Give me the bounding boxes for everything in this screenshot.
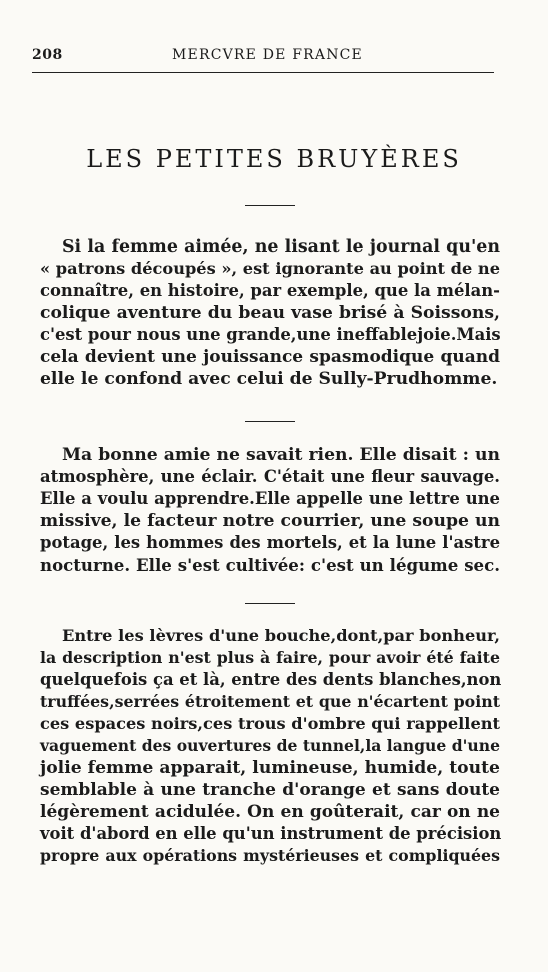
page-number: 208: [32, 47, 63, 63]
text-line: Entre les lèvres d'une bouche,dont,par bonheur,: [62, 626, 500, 645]
text-line: atmosphère, une éclair. C'était une fleur sauvage.: [40, 467, 500, 486]
article-title: LES PETITES BRUYÈRES: [86, 145, 462, 173]
paragraph-3: [40, 625, 500, 867]
text-line: la description n'est plus à faire, pour avoir été faite: [40, 648, 500, 667]
paragraph-1: [40, 236, 500, 390]
text-line: jolie femme apparait, lumineuse, humide, toute: [40, 758, 500, 778]
section-separator: [245, 421, 295, 422]
text-line: colique aventure du beau vase brisé à Soissons,: [40, 303, 500, 323]
text-line: cela devient une jouissance spasmodique quand: [40, 347, 500, 367]
text-line: truffées,serrées étroitement et que n'écartent point: [40, 692, 500, 711]
text-line: Elle a voulu apprendre.Elle appelle une lettre une: [40, 489, 500, 508]
text-line: nocturne. Elle s'est cultivée: c'est un légume sec.: [40, 555, 500, 575]
text-line: Si la femme aimée, ne lisant le journal qu'en: [62, 237, 500, 257]
header-rule: [32, 72, 494, 73]
text-line: c'est pour nous une grande,une ineffablejoie.Mais: [40, 325, 501, 344]
section-separator: [245, 603, 295, 604]
text-line: connaître, en histoire, par exemple, que la mélan-: [40, 281, 500, 300]
page-header: [32, 47, 502, 69]
section-separator: [245, 205, 295, 206]
text-line: elle le confond avec celui de Sully-Prudhomme.: [40, 369, 498, 389]
text-line: légèrement acidulée. On en goûterait, car on ne: [40, 802, 500, 822]
text-line: quelquefois ça et là, entre des dents blanches,non: [40, 670, 502, 689]
text-line: potage, les hommes des mortels, et la lune l'astre: [40, 533, 500, 552]
text-line: « patrons découpés », est ignorante au point de ne: [40, 259, 500, 278]
text-line: voit d'abord en elle qu'un instrument de précision: [40, 824, 502, 843]
running-head: MERCVRE DE FRANCE: [172, 47, 363, 63]
text-line: semblable à une tranche d'orange et sans doute: [40, 780, 500, 800]
text-line: Ma bonne amie ne savait rien. Elle disait : un: [62, 445, 500, 465]
text-line: propre aux opérations mystérieuses et compliquées: [40, 846, 500, 865]
text-line: ces espaces noirs,ces trous d'ombre qui rappellent: [40, 714, 500, 733]
text-line: missive, le facteur notre courrier, une soupe un: [40, 511, 500, 531]
paragraph-2: [40, 444, 500, 576]
text-line: vaguement des ouvertures de tunnel,la langue d'une: [40, 736, 501, 755]
